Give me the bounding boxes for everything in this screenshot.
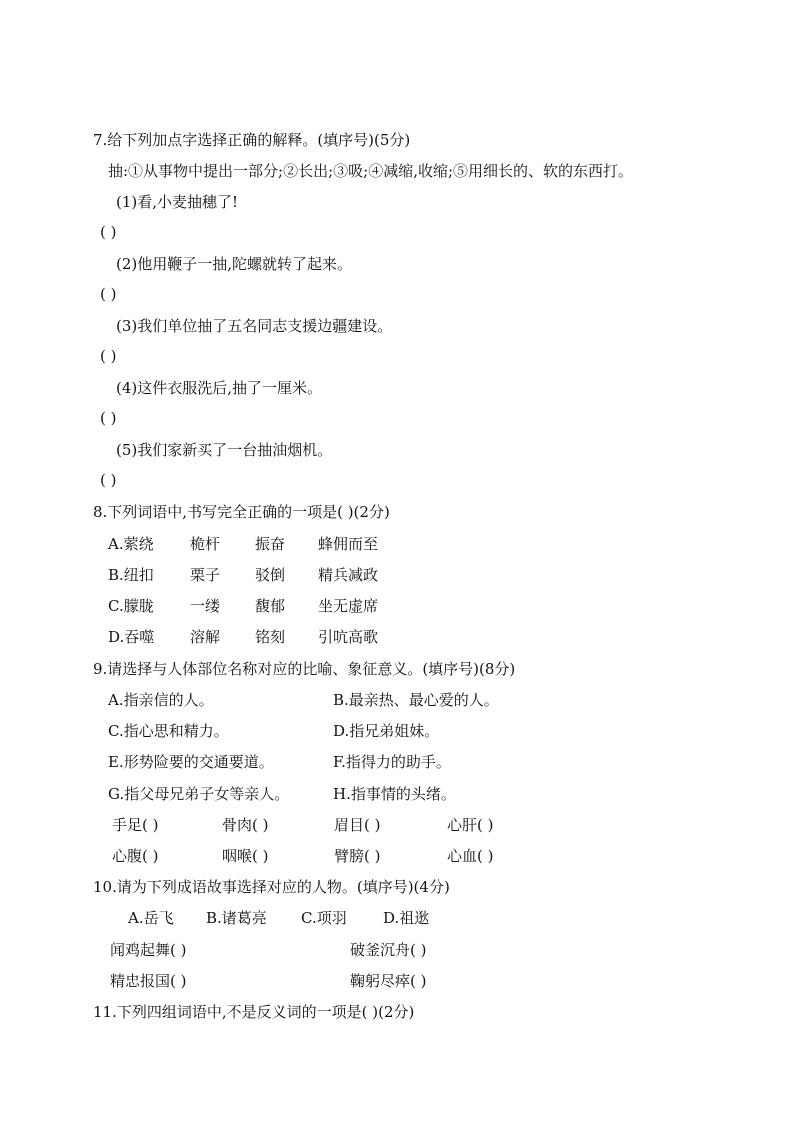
- q11-title: 11.下列四组词语中,不是反义词的一项是( )(2分): [93, 1003, 415, 1021]
- q9-blank-xingan[interactable]: 心肝( ): [447, 816, 494, 834]
- q9-option-f: F.指得力的助手。: [333, 753, 451, 771]
- q8-option-d-word-2: 溶解: [190, 628, 221, 646]
- q8-option-d-label[interactable]: D.吞噬: [108, 628, 155, 646]
- q8-option-d-word-4: 引吭高歌: [318, 628, 379, 646]
- q9-blank-gurou[interactable]: 骨肉( ): [222, 816, 269, 834]
- q9-option-d: D.指兄弟姐妹。: [333, 722, 440, 740]
- q10-option-d: D.祖逖: [383, 909, 430, 927]
- q9-blank-xinfu[interactable]: 心腹( ): [112, 847, 159, 865]
- q7-answer-blank-3[interactable]: ( ): [100, 347, 117, 365]
- q9-option-e: E.形势险要的交通要道。: [108, 753, 274, 771]
- q10-blank-jugongjincui[interactable]: 鞠躬尽瘁( ): [350, 972, 427, 990]
- q9-option-a: A.指亲信的人。: [108, 691, 214, 709]
- q7-item-5: (5)我们家新买了一台抽油烟机。: [116, 441, 333, 459]
- q9-blank-bibang[interactable]: 臂膀( ): [334, 847, 381, 865]
- q9-option-g: G.指父母兄弟子女等亲人。: [108, 785, 290, 803]
- q7-item-4: (4)这件衣服洗后,抽了一厘米。: [116, 379, 323, 397]
- q8-option-b-label[interactable]: B.纽扣: [108, 566, 154, 584]
- q9-option-b: B.最亲热、最心爱的人。: [333, 691, 499, 709]
- q10-option-a: A.岳飞: [128, 909, 174, 927]
- q9-title: 9.请选择与人体部位名称对应的比喻、象征意义。(填序号)(8分): [93, 660, 516, 678]
- q8-option-c-word-2: 一缕: [190, 597, 221, 615]
- q8-option-d-word-3: 铭刻: [255, 628, 286, 646]
- q9-option-h: H.指事情的头绪。: [333, 785, 456, 803]
- q9-blank-shouzu[interactable]: 手足( ): [112, 816, 159, 834]
- q8-option-b-word-4: 精兵减政: [318, 566, 379, 584]
- q7-item-1: (1)看,小麦抽穗了!: [116, 193, 239, 211]
- q8-option-b-word-2: 栗子: [190, 566, 221, 584]
- q7-item-3: (3)我们单位抽了五名同志支援边疆建设。: [116, 317, 393, 335]
- q7-answer-blank-4[interactable]: ( ): [100, 409, 117, 427]
- q8-option-c-word-3: 馥郁: [255, 597, 286, 615]
- q8-option-a-word-3: 振奋: [255, 535, 286, 553]
- q7-answer-blank-5[interactable]: ( ): [100, 471, 117, 489]
- q8-option-c-word-4: 坐无虚席: [318, 597, 379, 615]
- q9-option-c: C.指心思和精力。: [108, 722, 229, 740]
- q7-definitions: 抽:①从事物中提出一部分;②长出;③吸;④减缩,收缩;⑤用细长的、软的东西打。: [108, 162, 634, 180]
- q10-option-c: C.项羽: [301, 909, 347, 927]
- q7-answer-blank-1[interactable]: ( ): [100, 223, 117, 241]
- q7-title: 7.给下列加点字选择正确的解释。(填序号)(5分): [93, 131, 411, 149]
- q7-answer-blank-2[interactable]: ( ): [100, 285, 117, 303]
- q10-blank-jingzhongbaoguo[interactable]: 精忠报国( ): [110, 972, 187, 990]
- q10-option-b: B.诸葛亮: [206, 909, 267, 927]
- q8-option-a-label[interactable]: A.萦绕: [108, 535, 154, 553]
- q8-option-c-label[interactable]: C.朦胧: [108, 597, 154, 615]
- q10-blank-wenjiqiwu[interactable]: 闻鸡起舞( ): [110, 941, 187, 959]
- q8-option-a-word-4: 蜂佣而至: [318, 535, 379, 553]
- q7-item-2: (2)他用鞭子一抽,陀螺就转了起来。: [116, 255, 353, 273]
- q8-title: 8.下列词语中,书写完全正确的一项是( )(2分): [93, 503, 390, 521]
- q8-option-b-word-3: 驳倒: [255, 566, 286, 584]
- q9-blank-yanhou[interactable]: 咽喉( ): [222, 847, 269, 865]
- q9-blank-meimu[interactable]: 眉目( ): [334, 816, 381, 834]
- q8-option-a-word-2: 桅杆: [190, 535, 221, 553]
- q9-blank-xinxue[interactable]: 心血( ): [447, 847, 494, 865]
- q10-title: 10.请为下列成语故事选择对应的人物。(填序号)(4分): [93, 878, 450, 896]
- q10-blank-pofuchenzhou[interactable]: 破釜沉舟( ): [350, 941, 427, 959]
